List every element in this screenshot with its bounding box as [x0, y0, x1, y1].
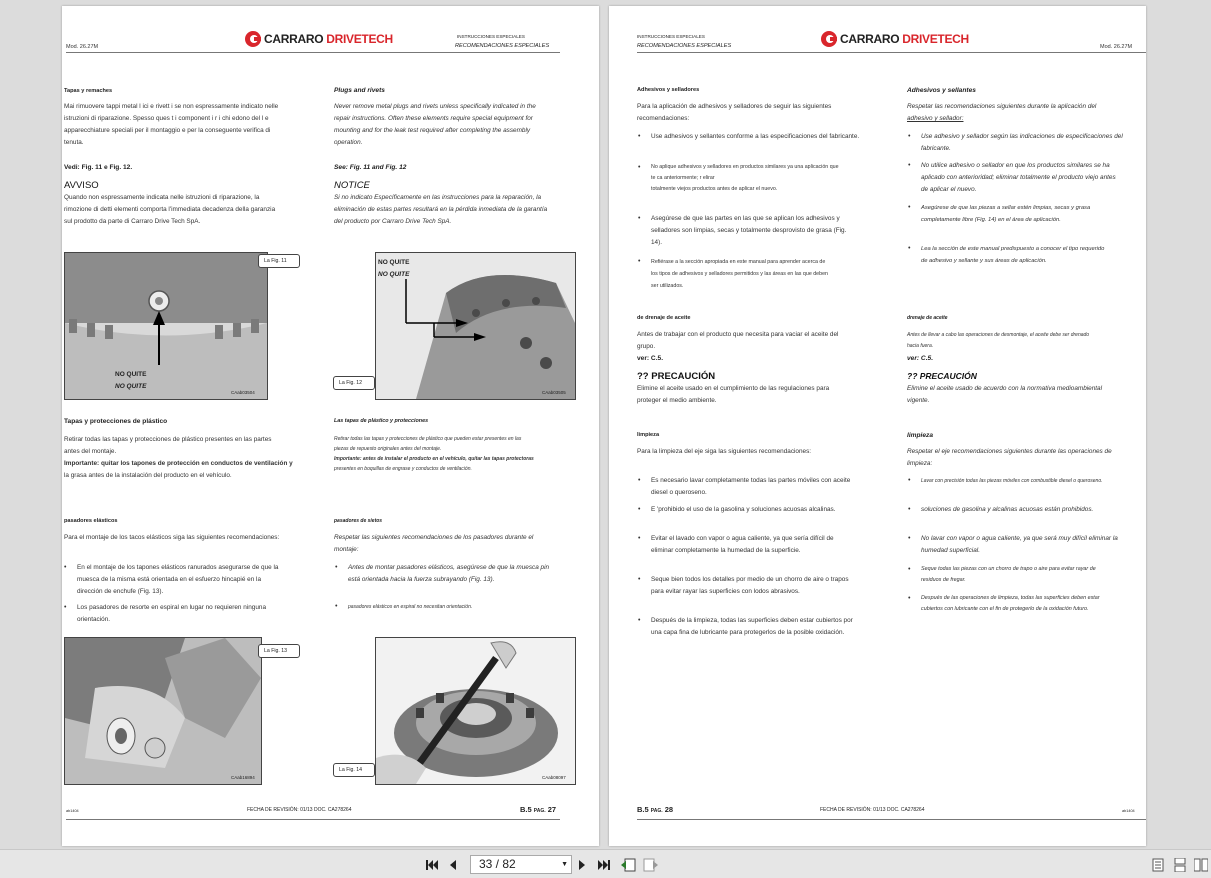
figure-14-caption: La Fig. 14 — [333, 763, 375, 777]
figure-12-photo — [375, 252, 576, 400]
two-page-view-button[interactable] — [1194, 850, 1208, 878]
heading-adhesivos-2: Adhesivos y sellantes — [907, 87, 976, 94]
last-page-icon — [597, 858, 611, 872]
paragraph-adhesivos-2: Respetar las recomendaciones siguientes durante la aplicación del adhesivo y sellador: — [907, 103, 1097, 122]
two-page-icon — [1194, 858, 1208, 872]
paragraph-plugs-en: Never remove metal plugs and rivets unless specifically indicated in the repair instructions. Often these elements require special equipment for mounting and for the leak test required after completing the assembly operation. — [334, 103, 536, 146]
bullet-pasadores-2: • Los pasadores de resorte en espiral en lugar no requieren ninguna orientación. — [77, 602, 266, 626]
avviso-text: Quando non espressamente indicata nelle istruzioni di riparazione, la rimozione di detti elementi comporta l'immediata decadenza della garanzia sul prodotto da parte di Carraro Drive Tech SpA. — [64, 194, 276, 225]
header-section: INSTRUCCIONES ESPECIALES — [457, 34, 525, 39]
carraro-logo-icon — [821, 31, 837, 47]
fig11-label-1: NO QUITE — [115, 371, 147, 378]
figure-13-photo — [64, 637, 262, 785]
see-figures-en: See: Fig. 11 and Fig. 12 — [334, 164, 407, 171]
header-rule — [637, 52, 1146, 53]
last-page-button[interactable] — [597, 850, 611, 878]
footer-rule — [637, 819, 1146, 820]
first-page-button[interactable] — [425, 850, 439, 878]
right-page — [609, 6, 1146, 846]
prev-page-button[interactable] — [448, 850, 458, 878]
viewer-toolbar — [0, 849, 1211, 878]
bullet-limpieza-2-5: • Después de las operaciones de limpieza, todas las superficies deben estar cubiertos con lubricante con el fin de protegerlo de la oxidación futuro. — [921, 593, 1100, 615]
heading-drenaje: de drenaje de aceite — [637, 315, 691, 321]
paragraph-limpieza: Para la limpieza del eje siga las siguientes recomendaciones: — [637, 448, 812, 455]
precaucion-title-2: ?? PRECAUCIÓN — [907, 371, 977, 381]
fig12-label-2: NO QUITE — [378, 271, 410, 278]
continuous-page-icon — [1174, 858, 1186, 872]
fig11-label-2: NO QUITE — [115, 383, 147, 390]
forward-view-icon — [643, 858, 659, 872]
bullet-limpieza-3: • Evitar el lavado con vapor o agua caliente, ya que sería difícil de eliminar completamente la humedad de la superficie. — [651, 533, 834, 557]
see-c5: ver: C.5. — [637, 355, 664, 362]
avviso-title: AVVISO — [64, 180, 99, 191]
precaucion-text: Elimine el aceite usado en el cumplimiento de las regulaciones para proteger el medio ambiente. — [637, 385, 830, 404]
bullet-limpieza-2-4: • Seque todas las piezas con un chorro de trapo o aire para evitar rayar de residuos de fregar. — [921, 564, 1096, 586]
paragraph-pasadores-2: Respetar las siguientes recomendaciones de los pasadores durante el montaje: — [334, 534, 534, 553]
paragraph-drenaje: Antes de trabajar con el producto que necesita para vaciar el aceite del grupo. — [637, 331, 839, 350]
bullet-adhesivos-1: • Use adhesivos y sellantes conforme a las especificaciones del fabricante. — [651, 131, 859, 143]
bullet-adhesivos-2-3: • Asegúrese de que las piezas a sellar estén limpias, secas y grasa completamente libre (Fig. 14) en el área de aplicación. — [921, 202, 1090, 226]
heading-adhesivos: Adhesivos y selladores — [637, 87, 700, 93]
page-selector[interactable] — [470, 855, 572, 874]
continuous-view-button[interactable] — [1174, 850, 1186, 878]
paragraph-tapas-plastico: Retirar todas las tapas y protecciones de plástico presentes en las partes antes del montaje. Importante: quitar los tapones de protección en conductos de ventilación y la grasa antes de la instalación del producto en el vehículo. — [64, 436, 293, 479]
footer-page-number: B.5 PAG. 27 — [520, 805, 557, 814]
back-view-icon — [620, 858, 636, 872]
heading-limpieza: limpieza — [637, 432, 660, 438]
header-subsection: RECOMENDACIONES ESPECIALES — [455, 43, 550, 49]
header-subsection: RECOMENDACIONES ESPECIALES — [637, 43, 732, 49]
paragraph-tapas-it: Mai rimuovere tappi metal l ici e rivett i se non espressamente indicato nelle istruzioni di riparazione. Spesso ques t i component i r i chi edono del l e apparecchiature speciali per il montaggio e per la conseguente verifica di tenuta. — [64, 103, 279, 146]
left-page — [62, 6, 599, 846]
header-rule — [66, 52, 560, 53]
footer-code: ab1404 — [1122, 809, 1135, 813]
figure-13-caption: La Fig. 13 — [258, 644, 300, 658]
bullet-limpieza-2-1: • Lavar con precisión todas las piezas móviles con combustible diesel o queroseno. — [921, 476, 1103, 486]
bullet-adhesivos-2-4: • Lea la sección de este manual predispuesto a conocer el tipo requerido de adhesivo y sellante y sus áreas de aplicación. — [921, 243, 1104, 267]
next-page-icon — [577, 858, 587, 872]
heading-pasadores: pasadores elásticos — [64, 518, 118, 524]
bullet-limpieza-2: • E 'prohibido el uso de la gasolina y soluciones acuosas alcalinas. — [651, 504, 836, 516]
bullet-adhesivos-2: • No aplique adhesivos y selladores en productos similares ya una aplicación que te ca anteriormente; r elirar totalmente viejos productos antes de aplicar el nuevo. — [651, 162, 839, 195]
paragraph-tapas-plastico-2: Retirar todas las tapas y protecciones de plástico que pueden estar presentes en las piezas de repuesto originales antes del montaje. Importante: antes de instalar el producto en el vehículo, quitar las tapas protectoras presentes en boquillas de engrase y conductos de ventilación. — [334, 436, 534, 472]
fig14-code: CAab08097 — [542, 775, 566, 780]
figure-11-caption: La Fig. 11 — [258, 254, 300, 268]
go-forward-view-button[interactable] — [643, 850, 659, 878]
bullet-limpieza-4: • Seque bien todos los detalles por medio de un chorro de aire o trapos para evitar rayar las superficies con lodos abrasivos. — [651, 574, 849, 598]
heading-plugs-rivets: Plugs and rivets — [334, 87, 385, 94]
fig13-code: CAab16894 — [231, 775, 255, 780]
bullet-limpieza-1: • Es necesario lavar completamente todas las partes móviles con aceite diesel o queroseno. — [651, 475, 850, 499]
bullet-pasadores-2-2: • pasadores elásticos en espiral no necesitan orientación. — [348, 602, 472, 612]
bullet-pasadores-1: • En el montaje de los tapones elásticos ranurados asegurarse de que la muesca de la misma está orientada en el esfuerzo hincapié en la dirección de enchufe (Fig. 13). — [77, 562, 278, 598]
bullet-adhesivos-2-2: • No utilice adhesivo o sellador en que los productos similares se ha aplicado con anterioridad; eliminar totalmente el producto viejo antes de aplicar el nuevo. — [921, 160, 1116, 196]
header-section: INSTRUCCIONES ESPECIALES — [637, 34, 705, 39]
bullet-limpieza-5: • Después de la limpieza, todas las superficies deben estar cubiertos por una capa fina de lubricante para protegerlos de la posible oxidación. — [651, 615, 853, 639]
go-back-view-button[interactable] — [620, 850, 636, 878]
dropdown-arrow-icon: ▼ — [561, 861, 568, 868]
heading-drenaje-2: drenaje de aceite — [907, 315, 948, 321]
carraro-logo: CARRARO DRIVETECH — [245, 31, 393, 47]
page-selector-value: 33 / 82 — [479, 857, 516, 871]
heading-tapas-plastico: Tapas y protecciones de plástico — [64, 418, 168, 425]
bullet-adhesivos-2-1: • Use adhesivo y sellador según las indicaciones de especificaciones del fabricante. — [921, 131, 1123, 155]
footer-rule — [66, 819, 560, 820]
bullet-adhesivos-3: • Asegúrese de que las partes en las que se aplican los adhesivos y selladores son limpias, secas y totalmente desprovisto de grasa (Fig. 14). — [651, 213, 846, 249]
footer-page-number: B.5 PAG. 28 — [637, 805, 674, 814]
bullet-limpieza-2-3: • No lavar con vapor o agua caliente, ya que será muy difícil eliminar la humedad superficial. — [921, 533, 1118, 557]
carraro-logo-icon — [245, 31, 261, 47]
bullet-adhesivos-4: • Refiérase a la sección apropiada en este manual para aprender acerca de los tipos de adhesivos y selladores permitidos y las áreas en las que deben ser utilizados. — [651, 256, 828, 292]
first-page-icon — [425, 858, 439, 872]
model-number: Mod. 26.27M — [1100, 44, 1133, 50]
footer-revision: FECHA DE REVISIÓN: 01/13 DOC. CA278264 — [247, 807, 352, 813]
footer-revision: FECHA DE REVISIÓN: 01/13 DOC. CA278264 — [820, 807, 925, 813]
bullet-limpieza-2-2: • soluciones de gasolina y alcalinas acuosas están prohibidos. — [921, 504, 1093, 516]
fig11-code: CAab03504 — [231, 390, 255, 395]
paragraph-adhesivos: Para la aplicación de adhesivos y selladores de seguir las siguientes recomendaciones: — [637, 103, 832, 122]
paragraph-pasadores: Para el montaje de los tacos elásticos siga las siguientes recomendaciones: — [64, 534, 280, 541]
fig12-code: CAab03505 — [542, 390, 566, 395]
figure-12-caption: La Fig. 12 — [333, 376, 375, 390]
model-number: Mod. 26.27M — [66, 44, 99, 50]
paragraph-drenaje-2: Antes de llevar a cabo las operaciones de desmontaje, el aceite debe ser drenado hacia fuera. — [907, 332, 1090, 349]
heading-tapas-plastico-2: Las tapas de plástico y protecciones — [334, 418, 429, 424]
notice-text: Si no indicato Específicamente en las instrucciones para la reparación, la eliminación de estas partes resultará en la pérdida inmediata de la garantía del producto por Carraro Drive Tech SpA. — [334, 194, 548, 225]
paragraph-limpieza-2: Respetar el eje recomendaciones siguientes durante las operaciones de limpieza: — [907, 448, 1112, 467]
single-page-icon — [1152, 858, 1164, 872]
prev-page-icon — [448, 858, 458, 872]
notice-title: NOTICE — [334, 180, 370, 191]
heading-pasadores-2: pasadores de sietos — [334, 518, 383, 524]
bullet-pasadores-2-1: • Antes de montar pasadores elásticos, asegúrese de que la muesca pin está orientada hacia la fuerza subrayando (Fig. 13). — [348, 562, 549, 586]
figure-14-photo — [375, 637, 576, 785]
next-page-button[interactable] — [577, 850, 587, 878]
see-c5-2: ver: C.5. — [907, 355, 934, 362]
carraro-logo: CARRARO DRIVETECH — [821, 31, 969, 47]
heading-tapas-remaches: Tapas y remaches — [64, 88, 113, 94]
see-figures: Vedi: Fig. 11 e Fig. 12. — [64, 164, 133, 171]
precaucion-title: ?? PRECAUCIÓN — [637, 371, 716, 382]
figure-11-photo — [64, 252, 268, 400]
footer-code: ab1404 — [66, 809, 79, 813]
fig12-label-1: NO QUITE — [378, 259, 410, 266]
precaucion-text-2: Elimine el aceite usado de acuerdo con la normativa medioambiental vigente. — [907, 385, 1103, 404]
single-page-view-button[interactable] — [1152, 850, 1164, 878]
heading-limpieza-2: limpieza — [907, 432, 934, 439]
